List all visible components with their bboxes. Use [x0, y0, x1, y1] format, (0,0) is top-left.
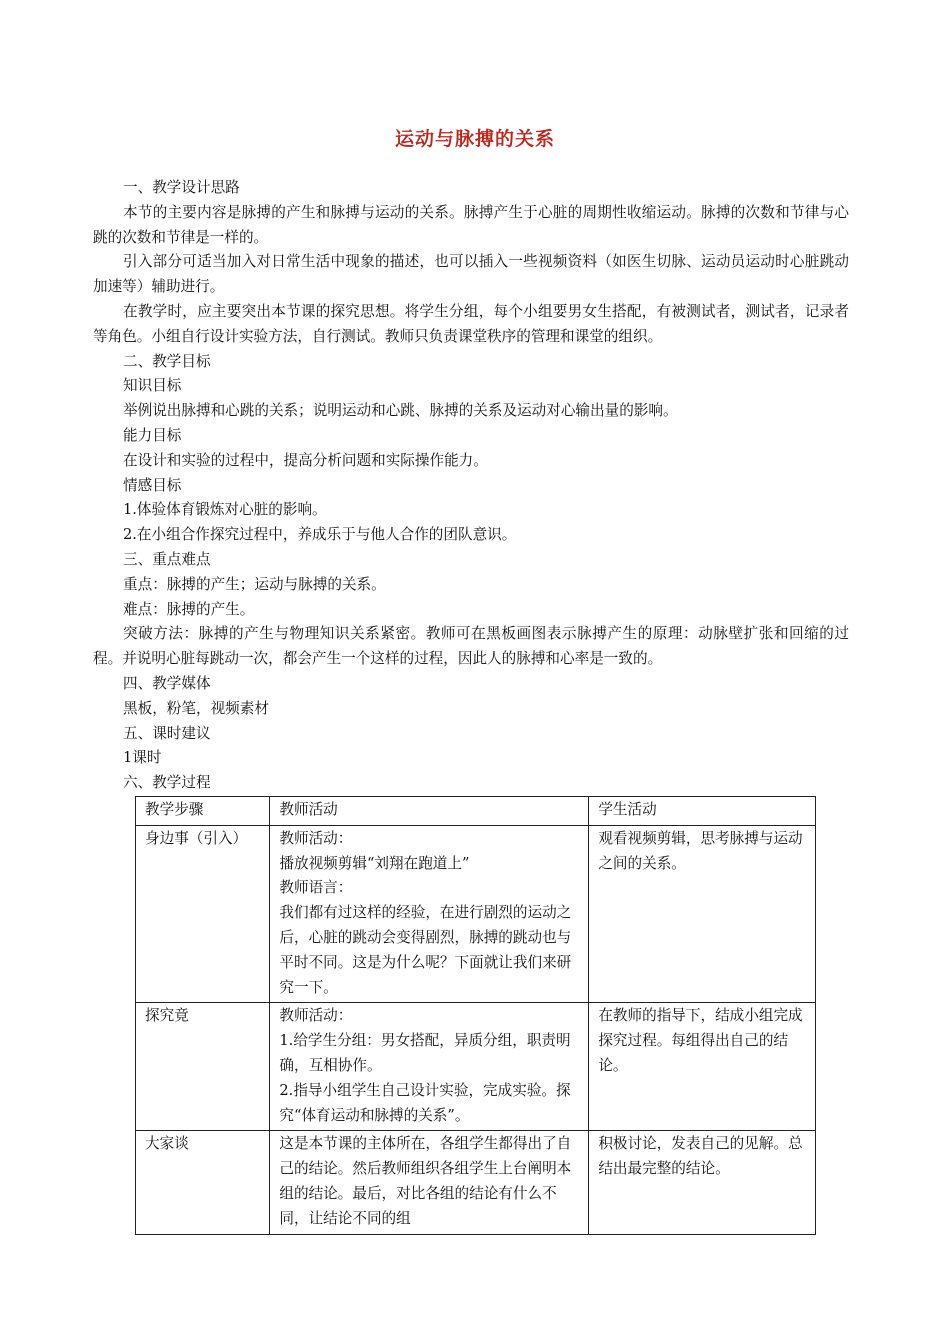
cell-line: 我们都有过这样的经验，在进行剧烈的运动之后，心脏的跳动会变得剧烈，脉搏的跳动也与平时不同。这是为什么呢？下面就让我们来研究一下。	[279, 904, 572, 996]
cell-line: 2.指导小组学生自己设计实验，完成实验。探究“体育运动和脉搏的关系”。	[279, 1081, 571, 1124]
table-header-cell: 学生活动	[589, 797, 816, 826]
cell-line: 教师活动：	[279, 1007, 353, 1025]
step-cell: 探究竟	[136, 1003, 270, 1131]
table-header-row	[136, 797, 816, 826]
paragraph: 重点：脉搏的产生；运动与脉搏的关系。	[123, 575, 386, 593]
teaching-process-table	[135, 796, 816, 1235]
paragraph: 举例说出脉搏和心跳的关系；说明运动和心跳、脉搏的关系及运动对心输出量的影响。	[123, 402, 678, 420]
paragraph: 在设计和实验的过程中，提高分析问题和实际操作能力。	[123, 451, 488, 469]
cell-line: 教师活动：	[279, 829, 353, 847]
cell-line: 教师语言：	[279, 879, 353, 897]
paragraph: 引入部分可适当加入对日常生活中现象的描述，也可以插入一些视频资料（如医生切脉、运动员运动时心脏跳动加速等）辅助进行。	[93, 253, 849, 296]
section-heading: 三、重点难点	[123, 550, 211, 568]
list-item: 2.在小组合作探究过程中，养成乐于与他人合作的团队意识。	[123, 526, 517, 544]
section-heading: 二、教学目标	[123, 352, 211, 370]
table-row	[136, 1003, 816, 1131]
paragraph: 黑板，粉笔，视频素材	[123, 699, 269, 717]
paragraph: 难点：脉搏的产生。	[123, 600, 255, 618]
subheading: 知识目标	[123, 377, 182, 395]
student-activity-cell: 积极讨论，发表自己的见解。总结出最完整的结论。	[589, 1131, 816, 1234]
paragraph: 1课时	[123, 749, 162, 767]
paragraph: 突破方法：脉搏的产生与物理知识关系紧密。教师可在黑板画图表示脉搏产生的原理：动脉壁扩张和回缩的过程。并说明心脏每跳动一次，都会产生一个这样的过程，因此人的脉搏和心率是一致的。	[93, 625, 849, 668]
table-row	[136, 825, 816, 1003]
page-title: 运动与脉搏的关系	[394, 128, 555, 150]
cell-line: 这是本节课的主体所在，各组学生都得出了自己的结论。然后教师组织各组学生上台阐明本组的结论。最后，对比各组的结论有什么不同，让结论不同的组	[279, 1135, 572, 1227]
table-row	[136, 1131, 816, 1234]
teacher-activity-cell	[270, 1131, 589, 1234]
paragraph: 在教学时，应主要突出本节课的探究思想。将学生分组，每个小组要男女生搭配，有被测试者，测试者，记录者等角色。小组自行设计实验方法，自行测试。教师只负责课堂秩序的管理和课堂的组织。	[93, 302, 849, 345]
subheading: 能力目标	[123, 426, 182, 444]
table-header-cell: 教学步骤	[136, 797, 270, 826]
step-cell: 身边事（引入）	[136, 825, 270, 1003]
teacher-activity-cell	[270, 825, 589, 1003]
student-activity-cell: 观看视频剪辑，思考脉搏与运动之间的关系。	[589, 825, 816, 1003]
student-activity-cell: 在教师的指导下，结成小组完成探究过程。每组得出自己的结论。	[589, 1003, 816, 1131]
cell-line: 1.给学生分组：男女搭配，异质分组，职责明确，互相协作。	[279, 1032, 571, 1074]
document-body	[93, 176, 849, 796]
subheading: 情感目标	[123, 476, 182, 494]
section-heading: 一、教学设计思路	[123, 179, 240, 196]
teacher-activity-cell	[270, 1003, 589, 1131]
step-cell: 大家谈	[136, 1131, 270, 1234]
list-item: 1.体验体育锻炼对心脏的影响。	[123, 501, 327, 519]
table-header-cell: 教师活动	[270, 797, 589, 826]
section-heading: 六、教学过程	[123, 774, 211, 792]
section-heading: 五、课时建议	[123, 724, 211, 742]
cell-line: 播放视频剪辑“刘翔在跑道上”	[279, 854, 470, 872]
paragraph: 本节的主要内容是脉搏的产生和脉搏与运动的关系。脉搏产生于心脏的周期性收缩运动。脉搏的次数和节律与心跳的次数和节律是一样的。	[93, 203, 849, 246]
section-heading: 四、教学媒体	[123, 674, 211, 692]
